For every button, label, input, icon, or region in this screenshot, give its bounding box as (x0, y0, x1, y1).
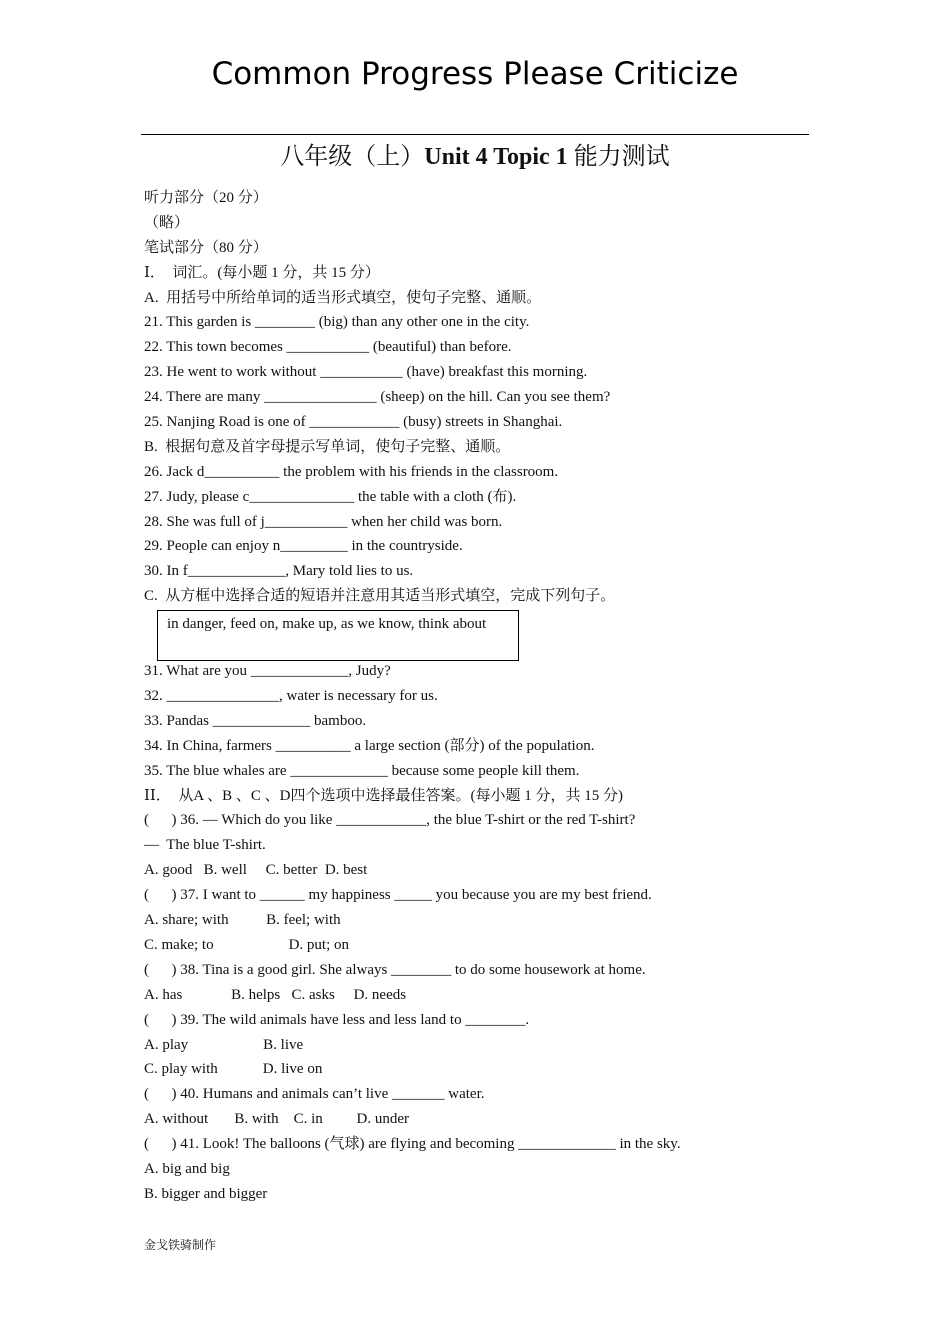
text-line: ( ) 38. Tina is a good girl. She always ________ to do some housework at home. (144, 961, 646, 978)
text-line: 25. Nanjing Road is one of ____________ (busy) streets in Shanghai. (144, 414, 563, 431)
text-line: 31. What are you _____________, Judy? (144, 663, 391, 680)
document-body (144, 186, 824, 1207)
text-line: ( ) 36. — Which do you like ____________, the blue T-shirt or the red T-shirt? (144, 812, 636, 829)
text-line: ⅠⅠ． 从A 、B 、C 、D四个选项中选择最佳答案。(每小题 1 分，共 15 分) (144, 787, 623, 804)
text-line: — The blue T-shirt. (144, 837, 266, 854)
text-line: 26. Jack d__________ the problem with his friends in the classroom. (144, 463, 559, 480)
text-line: C. play with D. live on (144, 1061, 323, 1078)
section-choice (144, 659, 824, 1207)
header-rule (141, 134, 809, 135)
text-line: 24. There are many _______________ (sheep) on the hill. Can you see them? (144, 389, 611, 406)
text-line: ( ) 40. Humans and animals can’t live _______ water. (144, 1086, 485, 1103)
text-line: 30. In f_____________, Mary told lies to us. (144, 563, 414, 580)
text-line: 21. This garden is ________ (big) than any other one in the city. (144, 314, 530, 331)
text-line: （略） (144, 214, 190, 231)
text-line: ( ) 39. The wild animals have less and less land to ________. (144, 1011, 530, 1028)
text-line: 32. _______________, water is necessary for us. (144, 688, 438, 705)
text-line: 听力部分（20 分） (144, 190, 268, 206)
text-line: A. good B. well C. better D. best (144, 862, 368, 879)
page-header: Common Progress Please Criticize (211, 56, 739, 92)
phrase-box: in danger, feed on, make up, as we know, think about (157, 610, 519, 661)
title-unit: Unit 4 Topic 1 (424, 144, 568, 170)
text-line: A. has B. helps C. asks D. needs (144, 986, 407, 1003)
text-line: B. 根据句意及首字母提示写单词，使句子完整、通顺。 (144, 438, 511, 455)
document-title (0, 140, 950, 174)
text-line: 笔试部分（80 分） (144, 239, 268, 256)
text-line: 35. The blue whales are _____________ because some people kill them. (144, 762, 580, 779)
text-line: A. 用括号中所给单词的适当形式填空，使句子完整、通顺。 (144, 289, 542, 306)
text-line: 29. People can enjoy n_________ in the countryside. (144, 538, 463, 555)
text-line: A. play B. live (144, 1036, 304, 1053)
section-vocabulary (144, 186, 824, 609)
text-line: 23. He went to work without ___________ (have) breakfast this morning. (144, 364, 588, 381)
text-line: A. without B. with C. in D. under (144, 1111, 409, 1128)
title-suffix: 能力测试 (567, 144, 670, 170)
text-line: A. big and big (144, 1160, 230, 1177)
text-line: 33. Pandas _____________ bamboo. (144, 712, 367, 729)
text-line: ( ) 37. I want to ______ my happiness _____ you because you are my best friend. (144, 887, 652, 904)
text-line: 34. In China, farmers __________ a large section (部分) of the population. (144, 737, 595, 754)
text-line: C. 从方框中选择合适的短语并注意用其适当形式填空，完成下列句子。 (144, 588, 616, 605)
page-footer: 金戈铁骑制作 (144, 1238, 217, 1252)
text-line: A. share; with B. feel; with (144, 912, 341, 929)
text-line: 28. She was full of j___________ when her child was born. (144, 513, 503, 530)
text-line: 27. Judy, please c______________ the table with a cloth (布). (144, 488, 517, 505)
title-prefix: 八年级（上） (280, 144, 425, 170)
text-line: Ⅰ． 词汇。(每小题 1 分，共 15 分） (144, 264, 380, 281)
text-line: 22. This town becomes ___________ (beautiful) than before. (144, 339, 512, 356)
text-line: ( ) 41. Look! The balloons (气球) are flying and becoming _____________ in the sky. (144, 1136, 681, 1153)
text-line: B. bigger and bigger (144, 1185, 268, 1202)
text-line: C. make; to D. put; on (144, 936, 349, 953)
